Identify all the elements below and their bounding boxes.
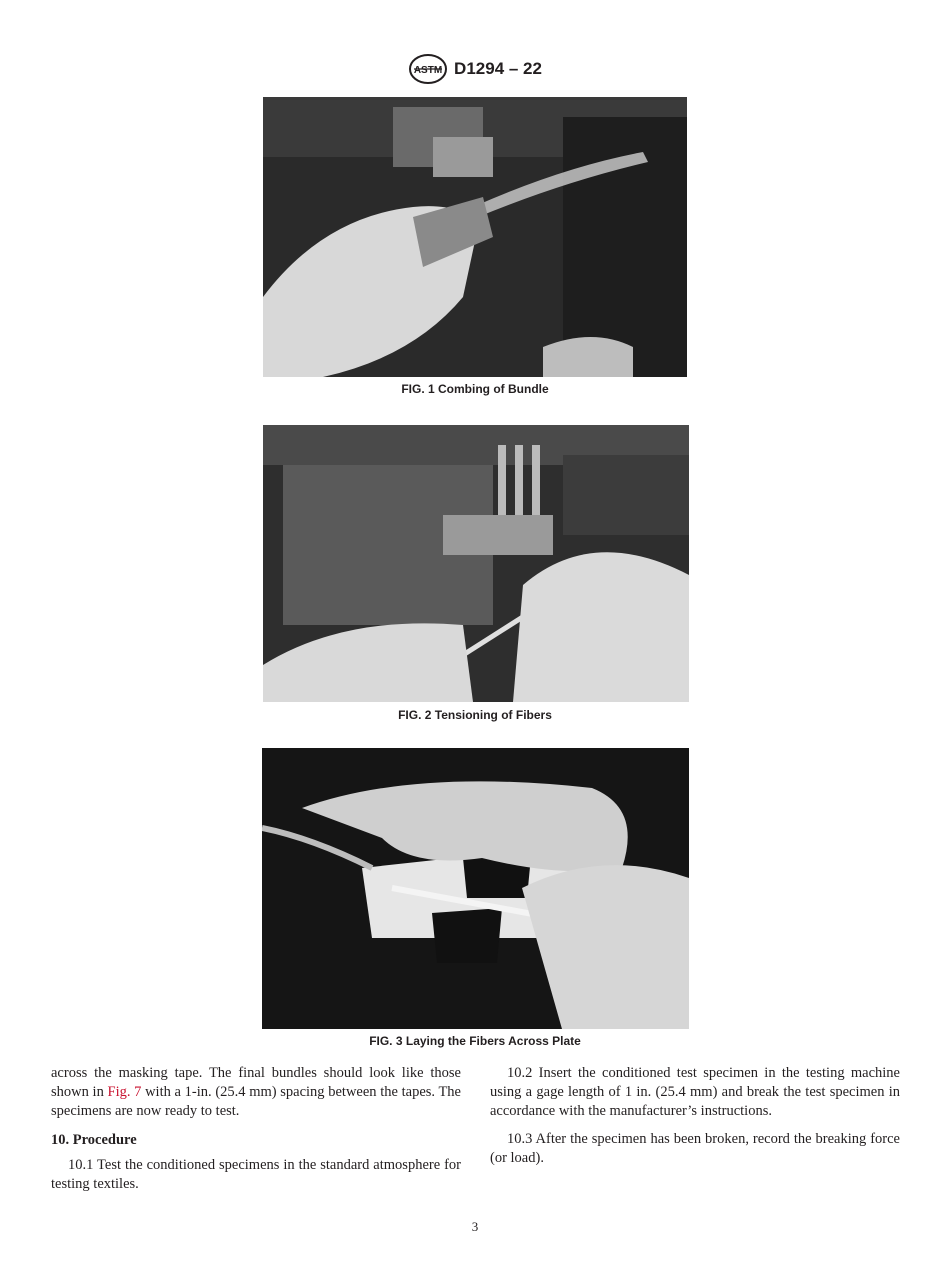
figure-3-photo xyxy=(262,748,689,1029)
fig-7-link[interactable]: Fig. 7 xyxy=(107,1084,142,1100)
paragraph-10-1: 10.1 Test the conditioned specimens in the standard atmosphere for testing textiles. xyxy=(51,1157,461,1192)
section-heading-procedure: 10. Procedure xyxy=(51,1132,137,1148)
figure-3-caption: FIG. 3 Laying the Fibers Across Plate xyxy=(369,1034,581,1048)
paragraph-10-3: 10.3 After the specimen has been broken, record the breaking force (or load). xyxy=(490,1131,900,1166)
paragraph-10-2: 10.2 Insert the conditioned test specimen in the testing machine using a gage length of 1 in. (25.4 mm) and break the test specimen in accordance with the manufacturer’s instructions. xyxy=(490,1065,900,1119)
right-column xyxy=(490,1064,900,1168)
figure-2-caption: FIG. 2 Tensioning of Fibers xyxy=(398,708,552,722)
figure-1-caption: FIG. 1 Combing of Bundle xyxy=(401,382,549,396)
left-column xyxy=(51,1064,461,1194)
figure-1-photo xyxy=(263,97,687,377)
figure-2-photo xyxy=(263,425,689,702)
svg-text:ASTM: ASTM xyxy=(413,65,443,76)
page-header xyxy=(0,52,950,86)
page-number: 3 xyxy=(471,1219,479,1234)
standard-designation: D1294 – 22 xyxy=(454,59,542,78)
continued-paragraph: across the masking tape. The final bundles should look like those shown in Fig. 7 with a 1-in. (25.4 mm) spacing between the tapes. The specimens are now ready to test. xyxy=(51,1065,461,1119)
astm-logo-icon xyxy=(408,53,448,85)
